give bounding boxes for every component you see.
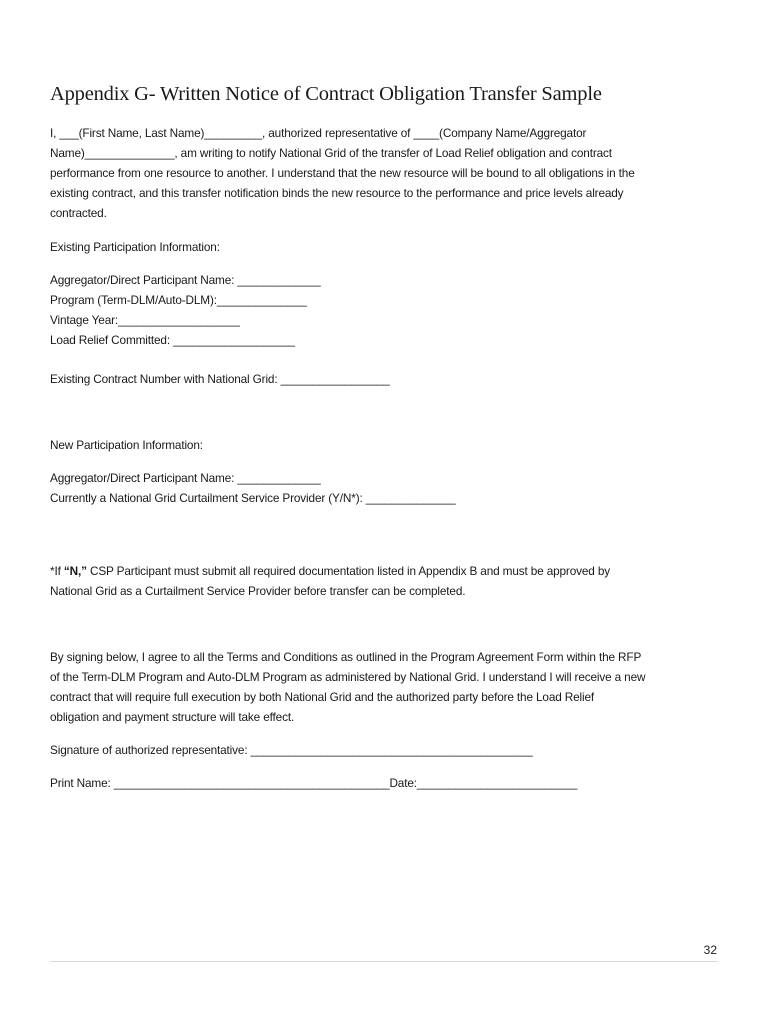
existing-heading-text: Existing Participation Information: [50, 240, 220, 254]
agreement-paragraph [50, 647, 722, 727]
print-name-date-field [50, 773, 722, 793]
footnote-prefix: *If [50, 564, 64, 578]
existing-program-field: Program (Term-DLM/Auto-DLM):______________ [50, 293, 307, 307]
existing-participation-heading [50, 237, 722, 257]
new-participation-fields [50, 468, 722, 508]
agreement-line: By signing below, I agree to all the Terms and Conditions as outlined in the Program Agreement Form within the RFP [50, 650, 642, 664]
date-field: Date:_________________________ [389, 776, 578, 790]
intro-paragraph [50, 123, 722, 223]
intro-line: Name)______________, am writing to notify National Grid of the transfer of Load Relief obligation and contract [50, 146, 612, 160]
print-name-date-line [50, 773, 722, 793]
footer-divider [50, 961, 718, 962]
signature-field [50, 740, 722, 760]
existing-aggregator-name-field: Aggregator/Direct Participant Name: _____________ [50, 273, 321, 287]
new-aggregator-name-field: Aggregator/Direct Participant Name: _____________ [50, 471, 321, 485]
footnote-paragraph [50, 561, 722, 601]
page-number: 32 [703, 943, 717, 957]
existing-vintage-year-field: Vintage Year:___________________ [50, 313, 240, 327]
footnote-line [50, 561, 722, 581]
document-title: Appendix G- Written Notice of Contract Obligation Transfer Sample [50, 83, 602, 105]
footnote-bold-n: “N,” [63, 564, 87, 578]
agreement-line: contract that will require full execution by both National Grid and the authorized party before the Load Relief [50, 690, 595, 704]
existing-contract-number-text: Existing Contract Number with National Grid: _________________ [50, 372, 390, 386]
agreement-line: obligation and payment structure will take effect. [50, 710, 295, 724]
new-csp-status-field: Currently a National Grid Curtailment Service Provider (Y/N*): ______________ [50, 491, 456, 505]
existing-load-relief-field: Load Relief Committed: ___________________ [50, 333, 295, 347]
existing-contract-number-field [50, 369, 722, 389]
print-name-field: Print Name: ___________________________________________ [50, 776, 390, 790]
agreement-line: of the Term-DLM Program and Auto-DLM Program as administered by National Grid. I understand I will receive a new [50, 670, 646, 684]
existing-participation-fields [50, 270, 722, 350]
footnote-line: National Grid as a Curtailment Service Provider before transfer can be completed. [50, 584, 466, 598]
new-heading-text: New Participation Information: [50, 438, 203, 452]
intro-line: I, ___(First Name, Last Name)_________, authorized representative of ____(Company Name/Aggregator [50, 126, 587, 140]
intro-line: contracted. [50, 206, 107, 220]
intro-line: performance from one resource to another. I understand that the new resource will be bound to all obligations in the [50, 166, 635, 180]
footnote-line1-rest: CSP Participant must submit all required documentation listed in Appendix B and must be approved by [86, 564, 610, 578]
new-participation-heading [50, 435, 722, 455]
signature-line-text: Signature of authorized representative: ____________________________________________ [50, 743, 533, 757]
intro-line: existing contract, and this transfer notification binds the new resource to the performance and price levels already [50, 186, 624, 200]
